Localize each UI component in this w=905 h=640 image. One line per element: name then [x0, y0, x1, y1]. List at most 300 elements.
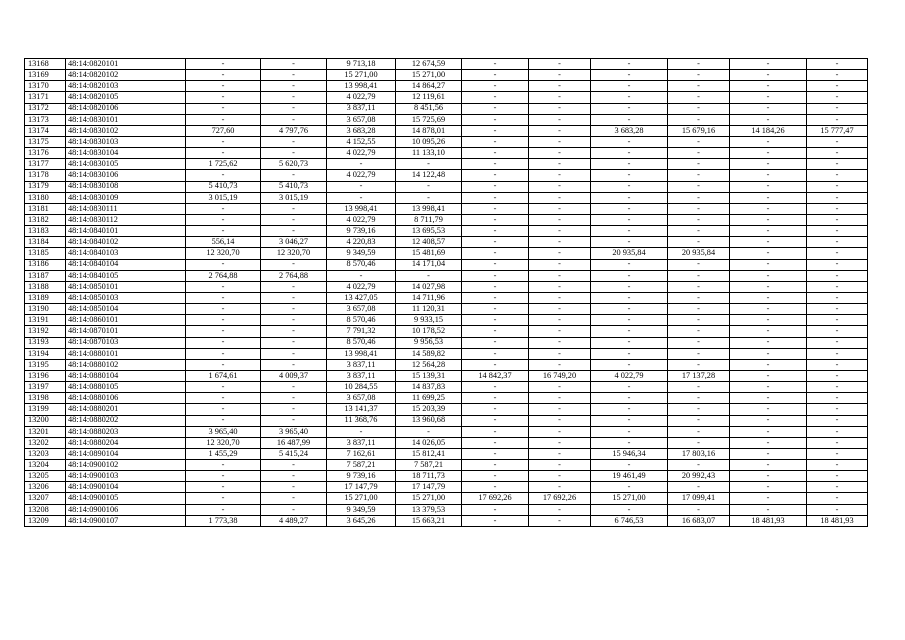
value-cell: -: [186, 471, 261, 482]
value-cell: -: [591, 359, 668, 370]
value-cell: -: [730, 359, 807, 370]
value-cell: -: [261, 214, 327, 225]
value-cell: -: [186, 214, 261, 225]
value-cell: 10 095,26: [396, 136, 462, 147]
value-cell: -: [668, 59, 730, 70]
value-cell: -: [591, 159, 668, 170]
value-cell: -: [807, 270, 868, 281]
value-cell: -: [186, 337, 261, 348]
value-cell: -: [730, 393, 807, 404]
table-row: [25, 103, 868, 114]
value-cell: -: [591, 203, 668, 214]
row-number-cell: 13192: [25, 326, 66, 337]
value-cell: 2 764,88: [186, 270, 261, 281]
value-cell: -: [668, 382, 730, 393]
cadastral-number-cell: 48:14:0840102: [66, 237, 186, 248]
value-cell: -: [529, 393, 591, 404]
cadastral-number-cell: 48:14:0870103: [66, 337, 186, 348]
value-cell: -: [807, 393, 868, 404]
value-cell: -: [186, 103, 261, 114]
table-row: [25, 382, 868, 393]
value-cell: 4 220,83: [327, 237, 396, 248]
value-cell: -: [186, 114, 261, 125]
value-cell: -: [591, 92, 668, 103]
table-row: [25, 203, 868, 214]
value-cell: -: [807, 248, 868, 259]
value-cell: -: [529, 292, 591, 303]
value-cell: -: [807, 81, 868, 92]
value-cell: 13 998,41: [327, 203, 396, 214]
value-cell: -: [529, 125, 591, 136]
value-cell: -: [186, 415, 261, 426]
value-cell: -: [186, 315, 261, 326]
value-cell: -: [462, 337, 529, 348]
value-cell: -: [462, 393, 529, 404]
value-cell: -: [462, 136, 529, 147]
value-cell: -: [730, 460, 807, 471]
value-cell: -: [730, 192, 807, 203]
value-cell: -: [529, 359, 591, 370]
value-cell: -: [261, 404, 327, 415]
value-cell: -: [807, 214, 868, 225]
row-number-cell: 13201: [25, 426, 66, 437]
value-cell: -: [807, 415, 868, 426]
value-cell: -: [668, 270, 730, 281]
value-cell: 12 320,70: [186, 248, 261, 259]
value-cell: -: [261, 103, 327, 114]
value-cell: 15 139,31: [396, 370, 462, 381]
value-cell: -: [668, 136, 730, 147]
value-cell: -: [730, 281, 807, 292]
cadastral-number-cell: 48:14:0850101: [66, 281, 186, 292]
value-cell: -: [186, 326, 261, 337]
value-cell: -: [186, 348, 261, 359]
value-cell: -: [591, 292, 668, 303]
value-cell: -: [668, 337, 730, 348]
value-cell: -: [807, 70, 868, 81]
value-cell: 8 570,46: [327, 315, 396, 326]
table-row: [25, 515, 868, 526]
cadastral-number-cell: 48:14:0830102: [66, 125, 186, 136]
value-cell: -: [730, 415, 807, 426]
value-cell: -: [261, 315, 327, 326]
cadastral-number-cell: 48:14:0840104: [66, 259, 186, 270]
value-cell: 3 657,08: [327, 393, 396, 404]
value-cell: 12 320,70: [186, 437, 261, 448]
value-cell: 15 271,00: [327, 493, 396, 504]
table-row: [25, 226, 868, 237]
value-cell: 20 935,84: [591, 248, 668, 259]
value-cell: -: [462, 226, 529, 237]
value-cell: 18 711,73: [396, 471, 462, 482]
value-cell: 16 487,99: [261, 437, 327, 448]
table-row: [25, 315, 868, 326]
value-cell: -: [261, 471, 327, 482]
value-cell: -: [462, 504, 529, 515]
value-cell: 11 699,25: [396, 393, 462, 404]
table-row: [25, 270, 868, 281]
value-cell: 14 171,04: [396, 259, 462, 270]
value-cell: -: [529, 181, 591, 192]
row-number-cell: 13171: [25, 92, 66, 103]
value-cell: -: [327, 192, 396, 203]
value-cell: 13 427,05: [327, 292, 396, 303]
value-cell: -: [396, 270, 462, 281]
value-cell: -: [807, 437, 868, 448]
value-cell: -: [462, 515, 529, 526]
value-cell: 16 749,20: [529, 370, 591, 381]
value-cell: -: [186, 59, 261, 70]
value-cell: -: [529, 415, 591, 426]
value-cell: -: [668, 237, 730, 248]
value-cell: -: [807, 292, 868, 303]
value-cell: 4 022,79: [327, 148, 396, 159]
table-row: [25, 404, 868, 415]
value-cell: -: [462, 159, 529, 170]
value-cell: 3 657,08: [327, 304, 396, 315]
value-cell: -: [591, 103, 668, 114]
value-cell: 5 410,73: [261, 181, 327, 192]
value-cell: -: [730, 448, 807, 459]
value-cell: 8 570,46: [327, 259, 396, 270]
value-cell: -: [186, 92, 261, 103]
value-cell: -: [462, 270, 529, 281]
value-cell: -: [186, 382, 261, 393]
table-row: [25, 148, 868, 159]
value-cell: -: [730, 437, 807, 448]
value-cell: -: [462, 192, 529, 203]
value-cell: 4 022,79: [327, 92, 396, 103]
value-cell: 15 777,47: [807, 125, 868, 136]
value-cell: -: [591, 348, 668, 359]
table-row: [25, 292, 868, 303]
value-cell: -: [462, 70, 529, 81]
value-cell: -: [730, 259, 807, 270]
value-cell: -: [462, 359, 529, 370]
value-cell: -: [529, 226, 591, 237]
cadastral-number-cell: 48:14:0900106: [66, 504, 186, 515]
row-number-cell: 13191: [25, 315, 66, 326]
value-cell: -: [807, 348, 868, 359]
value-cell: -: [591, 460, 668, 471]
value-cell: 4 797,76: [261, 125, 327, 136]
value-cell: -: [668, 326, 730, 337]
value-cell: -: [591, 426, 668, 437]
value-cell: 14 122,48: [396, 170, 462, 181]
value-cell: -: [730, 304, 807, 315]
value-cell: -: [462, 114, 529, 125]
value-cell: -: [261, 170, 327, 181]
row-number-cell: 13188: [25, 281, 66, 292]
value-cell: -: [807, 493, 868, 504]
value-cell: -: [529, 103, 591, 114]
value-cell: 15 679,16: [668, 125, 730, 136]
row-number-cell: 13206: [25, 482, 66, 493]
row-number-cell: 13203: [25, 448, 66, 459]
value-cell: -: [462, 382, 529, 393]
value-cell: -: [529, 148, 591, 159]
row-number-cell: 13177: [25, 159, 66, 170]
value-cell: -: [462, 437, 529, 448]
value-cell: -: [591, 81, 668, 92]
value-cell: 13 379,53: [396, 504, 462, 515]
value-cell: -: [730, 248, 807, 259]
table-row: [25, 159, 868, 170]
value-cell: -: [261, 92, 327, 103]
value-cell: -: [529, 214, 591, 225]
value-cell: -: [327, 159, 396, 170]
cadastral-number-cell: 48:14:0880106: [66, 393, 186, 404]
value-cell: -: [591, 393, 668, 404]
cadastral-number-cell: 48:14:0860101: [66, 315, 186, 326]
value-cell: -: [529, 404, 591, 415]
value-cell: 3 837,11: [327, 437, 396, 448]
value-cell: -: [462, 482, 529, 493]
value-cell: -: [807, 136, 868, 147]
value-cell: -: [807, 426, 868, 437]
cadastral-number-cell: 48:14:0820105: [66, 92, 186, 103]
value-cell: -: [668, 214, 730, 225]
value-cell: -: [462, 315, 529, 326]
cadastral-number-cell: 48:14:0900105: [66, 493, 186, 504]
value-cell: -: [730, 92, 807, 103]
value-cell: 17 803,16: [668, 448, 730, 459]
value-cell: -: [529, 448, 591, 459]
value-cell: -: [529, 482, 591, 493]
value-cell: -: [591, 404, 668, 415]
cadastral-number-cell: 48:14:0890104: [66, 448, 186, 459]
value-cell: -: [591, 214, 668, 225]
value-cell: 14 878,01: [396, 125, 462, 136]
value-cell: -: [261, 304, 327, 315]
value-cell: -: [186, 170, 261, 181]
value-cell: -: [529, 348, 591, 359]
value-cell: 13 998,41: [327, 81, 396, 92]
value-cell: -: [186, 203, 261, 214]
value-cell: 1 674,61: [186, 370, 261, 381]
value-cell: -: [668, 103, 730, 114]
row-number-cell: 13176: [25, 148, 66, 159]
value-cell: -: [591, 270, 668, 281]
value-cell: -: [807, 315, 868, 326]
value-cell: 1 773,38: [186, 515, 261, 526]
value-cell: -: [529, 326, 591, 337]
value-cell: 15 271,00: [591, 493, 668, 504]
value-cell: -: [529, 170, 591, 181]
value-cell: -: [668, 292, 730, 303]
value-cell: -: [730, 471, 807, 482]
value-cell: -: [186, 70, 261, 81]
value-cell: -: [396, 426, 462, 437]
value-cell: -: [668, 359, 730, 370]
value-cell: -: [529, 504, 591, 515]
table-row: [25, 281, 868, 292]
value-cell: -: [668, 70, 730, 81]
table-row: [25, 136, 868, 147]
value-cell: -: [591, 482, 668, 493]
table-row: [25, 114, 868, 125]
value-cell: -: [668, 426, 730, 437]
value-cell: -: [529, 114, 591, 125]
row-number-cell: 13185: [25, 248, 66, 259]
table-row: [25, 70, 868, 81]
value-cell: -: [529, 337, 591, 348]
value-cell: -: [807, 192, 868, 203]
row-number-cell: 13196: [25, 370, 66, 381]
value-cell: -: [462, 292, 529, 303]
value-cell: -: [668, 148, 730, 159]
value-cell: 3 657,08: [327, 114, 396, 125]
value-cell: -: [730, 237, 807, 248]
value-cell: -: [186, 136, 261, 147]
row-number-cell: 13187: [25, 270, 66, 281]
value-cell: 5 410,73: [186, 181, 261, 192]
cadastral-number-cell: 48:14:0880204: [66, 437, 186, 448]
value-cell: -: [261, 415, 327, 426]
value-cell: -: [591, 415, 668, 426]
value-cell: -: [261, 70, 327, 81]
value-cell: -: [261, 393, 327, 404]
value-cell: -: [668, 281, 730, 292]
cadastral-number-cell: 48:14:0900104: [66, 482, 186, 493]
value-cell: -: [261, 281, 327, 292]
value-cell: -: [730, 170, 807, 181]
value-cell: -: [668, 393, 730, 404]
value-cell: -: [730, 337, 807, 348]
table-row: [25, 170, 868, 181]
value-cell: -: [261, 203, 327, 214]
value-cell: -: [529, 237, 591, 248]
value-cell: 11 133,10: [396, 148, 462, 159]
value-cell: 15 203,39: [396, 404, 462, 415]
value-cell: 18 481,93: [807, 515, 868, 526]
value-cell: -: [730, 382, 807, 393]
value-cell: 15 946,34: [591, 448, 668, 459]
cadastral-number-cell: 48:14:0900107: [66, 515, 186, 526]
row-number-cell: 13197: [25, 382, 66, 393]
row-number-cell: 13209: [25, 515, 66, 526]
value-cell: -: [730, 326, 807, 337]
cadastral-number-cell: 48:14:0880201: [66, 404, 186, 415]
value-cell: -: [261, 292, 327, 303]
value-cell: 727,60: [186, 125, 261, 136]
value-cell: -: [591, 181, 668, 192]
value-cell: -: [327, 181, 396, 192]
value-cell: -: [462, 426, 529, 437]
value-cell: 18 481,93: [730, 515, 807, 526]
value-cell: 4 022,79: [327, 214, 396, 225]
value-cell: 9 933,15: [396, 315, 462, 326]
value-cell: -: [730, 270, 807, 281]
value-cell: -: [591, 326, 668, 337]
value-cell: -: [529, 203, 591, 214]
value-cell: -: [462, 471, 529, 482]
value-cell: -: [730, 493, 807, 504]
value-cell: 9 739,16: [327, 471, 396, 482]
cadastral-number-cell: 48:14:0830103: [66, 136, 186, 147]
value-cell: 13 141,37: [327, 404, 396, 415]
cadastral-number-cell: 48:14:0820103: [66, 81, 186, 92]
value-cell: -: [807, 59, 868, 70]
value-cell: -: [261, 337, 327, 348]
value-cell: -: [730, 103, 807, 114]
table-row: [25, 359, 868, 370]
value-cell: 15 481,69: [396, 248, 462, 259]
value-cell: -: [186, 226, 261, 237]
row-number-cell: 13173: [25, 114, 66, 125]
table-row: [25, 415, 868, 426]
value-cell: -: [462, 103, 529, 114]
value-cell: -: [186, 404, 261, 415]
value-cell: -: [807, 504, 868, 515]
value-cell: -: [730, 136, 807, 147]
value-cell: -: [730, 348, 807, 359]
value-cell: -: [186, 504, 261, 515]
cadastral-number-cell: 48:14:0820106: [66, 103, 186, 114]
value-cell: -: [261, 59, 327, 70]
value-cell: -: [529, 304, 591, 315]
value-cell: 13 960,68: [396, 415, 462, 426]
value-cell: 20 992,43: [668, 471, 730, 482]
row-number-cell: 13168: [25, 59, 66, 70]
value-cell: -: [462, 248, 529, 259]
value-cell: -: [529, 92, 591, 103]
value-cell: 1 725,62: [186, 159, 261, 170]
cadastral-number-cell: 48:14:0880102: [66, 359, 186, 370]
cadastral-number-cell: 48:14:0880104: [66, 370, 186, 381]
table-row: [25, 504, 868, 515]
value-cell: -: [730, 426, 807, 437]
value-cell: 10 284,55: [327, 382, 396, 393]
value-cell: 12 674,59: [396, 59, 462, 70]
value-cell: -: [730, 181, 807, 192]
row-number-cell: 13181: [25, 203, 66, 214]
table-row: [25, 237, 868, 248]
value-cell: -: [529, 426, 591, 437]
value-cell: -: [462, 170, 529, 181]
value-cell: -: [462, 181, 529, 192]
value-cell: 12 564,28: [396, 359, 462, 370]
value-cell: -: [529, 81, 591, 92]
value-cell: 19 461,49: [591, 471, 668, 482]
value-cell: 4 022,79: [327, 170, 396, 181]
value-cell: 3 015,19: [261, 192, 327, 203]
value-cell: -: [261, 460, 327, 471]
table-row: [25, 337, 868, 348]
row-number-cell: 13207: [25, 493, 66, 504]
value-cell: -: [668, 226, 730, 237]
value-cell: 3 015,19: [186, 192, 261, 203]
value-cell: 5 415,24: [261, 448, 327, 459]
cadastral-number-cell: 48:14:0830106: [66, 170, 186, 181]
value-cell: 4 022,79: [591, 370, 668, 381]
value-cell: -: [462, 259, 529, 270]
value-cell: -: [462, 404, 529, 415]
value-cell: -: [807, 159, 868, 170]
value-cell: 17 692,26: [529, 493, 591, 504]
value-cell: -: [462, 281, 529, 292]
value-cell: -: [186, 81, 261, 92]
value-cell: 15 725,69: [396, 114, 462, 125]
value-cell: 556,14: [186, 237, 261, 248]
table-row: [25, 471, 868, 482]
value-cell: -: [261, 259, 327, 270]
value-cell: 7 791,32: [327, 326, 396, 337]
value-cell: 7 587,21: [396, 460, 462, 471]
value-cell: -: [730, 70, 807, 81]
value-cell: -: [668, 81, 730, 92]
value-cell: 3 683,28: [591, 125, 668, 136]
